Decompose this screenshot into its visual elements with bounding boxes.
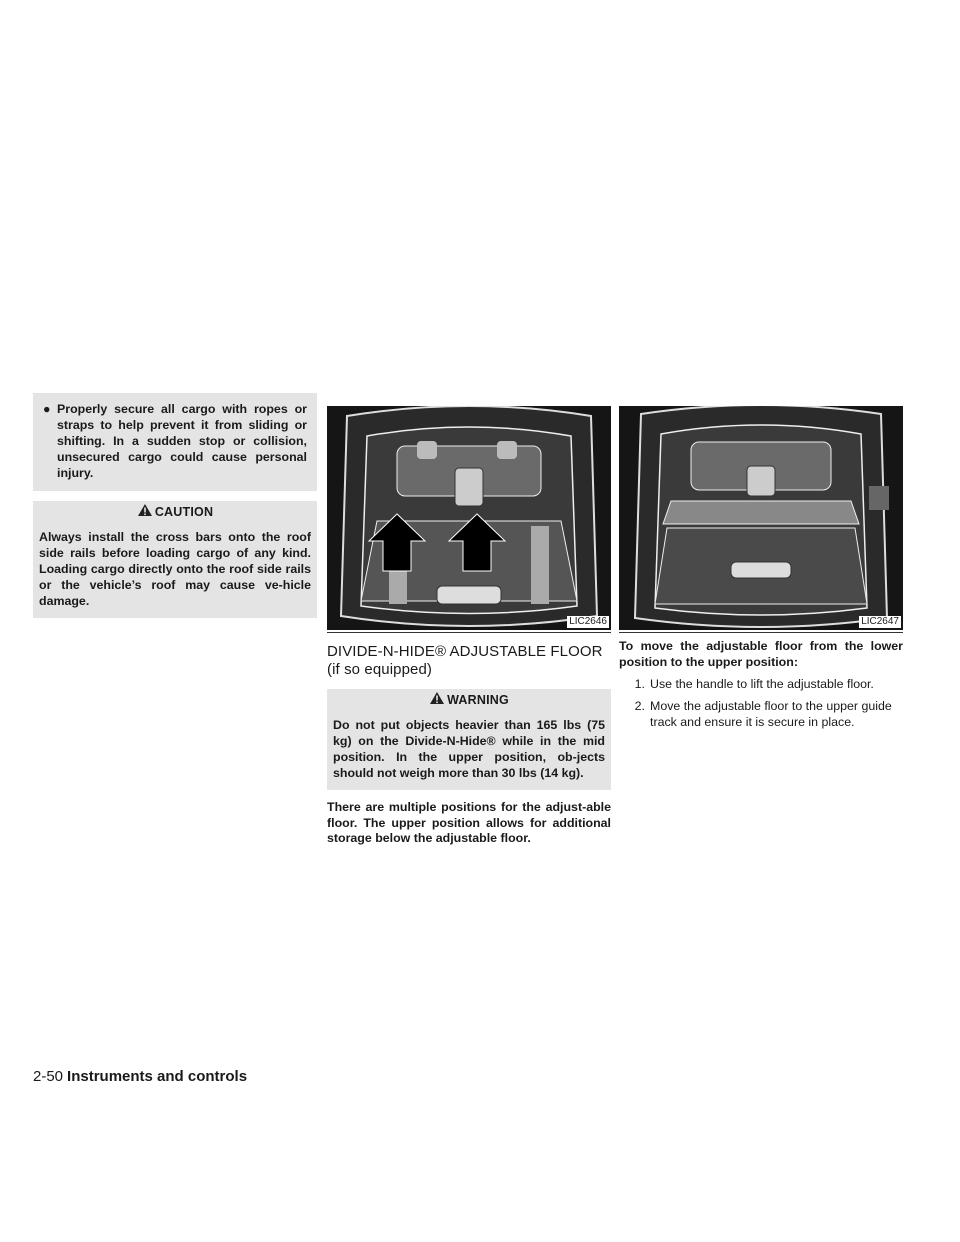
caution-triangle-icon <box>137 503 153 520</box>
page-number: 2-50 <box>33 1068 64 1085</box>
warning-continued-box <box>33 393 317 491</box>
heading-main: DIVIDE-N-HIDE® ADJUSTABLE FLOOR <box>327 643 603 660</box>
footer-section-title: Instruments and controls <box>67 1068 248 1085</box>
warning-header <box>327 689 611 711</box>
right-column <box>619 406 903 736</box>
step-text: Move the adjustable floor to the upper guide track and ensure it is secure in place. <box>650 699 892 729</box>
caution-box <box>33 501 317 618</box>
bullet-item <box>43 401 307 481</box>
bullet-icon: ● <box>43 402 51 416</box>
caution-text: Always install the cross bars onto the roof side rails before loading cargo of any kind. Loading cargo directly onto the roof side rails or the vehicle’s roof may cause ve-hicle damage. <box>33 523 317 618</box>
warning-box <box>327 689 611 790</box>
step-number: 2. <box>634 699 645 713</box>
left-column <box>33 393 317 618</box>
section-heading <box>327 643 611 679</box>
bullet-text: Properly secure all cargo with ropes or straps to help prevent it from sliding or shifting. In a sudden stop or collision, unsecured cargo could cause personal injury. <box>57 402 307 480</box>
warning-text: Do not put objects heavier than 165 lbs (75 kg) on the Divide-N-Hide® while in the mid position. In the upper position, ob-jects should not weigh more than 30 lbs (14 kg). <box>327 711 611 790</box>
up-arrows <box>327 406 611 630</box>
list-item <box>619 676 903 692</box>
warning-triangle-icon <box>429 691 445 708</box>
procedure-lead: To move the adjustable floor from the lower position to the upper position: <box>619 639 903 669</box>
middle-column <box>327 406 611 847</box>
step-number: 1. <box>634 677 645 691</box>
cargo-area-image <box>327 406 611 630</box>
figure-cargo-floor-upper <box>619 406 903 633</box>
figure-cargo-floor-lower <box>327 406 611 633</box>
figure-label: LIC2647 <box>861 616 899 627</box>
step-text: Use the handle to lift the adjustable floor. <box>650 677 874 691</box>
cargo-area-upper-image <box>619 406 903 630</box>
intro-paragraph: There are multiple positions for the adjust-able floor. The upper position allows for additional storage below the adjustable floor. <box>327 800 611 845</box>
list-item <box>619 698 903 730</box>
caution-header <box>33 501 317 523</box>
procedure-steps <box>619 676 903 730</box>
caution-title: CAUTION <box>154 505 214 519</box>
page-footer <box>33 1068 247 1085</box>
warning-title: WARNING <box>447 693 509 707</box>
heading-sub: (if so equipped) <box>327 661 432 678</box>
figure-label: LIC2646 <box>569 616 607 627</box>
